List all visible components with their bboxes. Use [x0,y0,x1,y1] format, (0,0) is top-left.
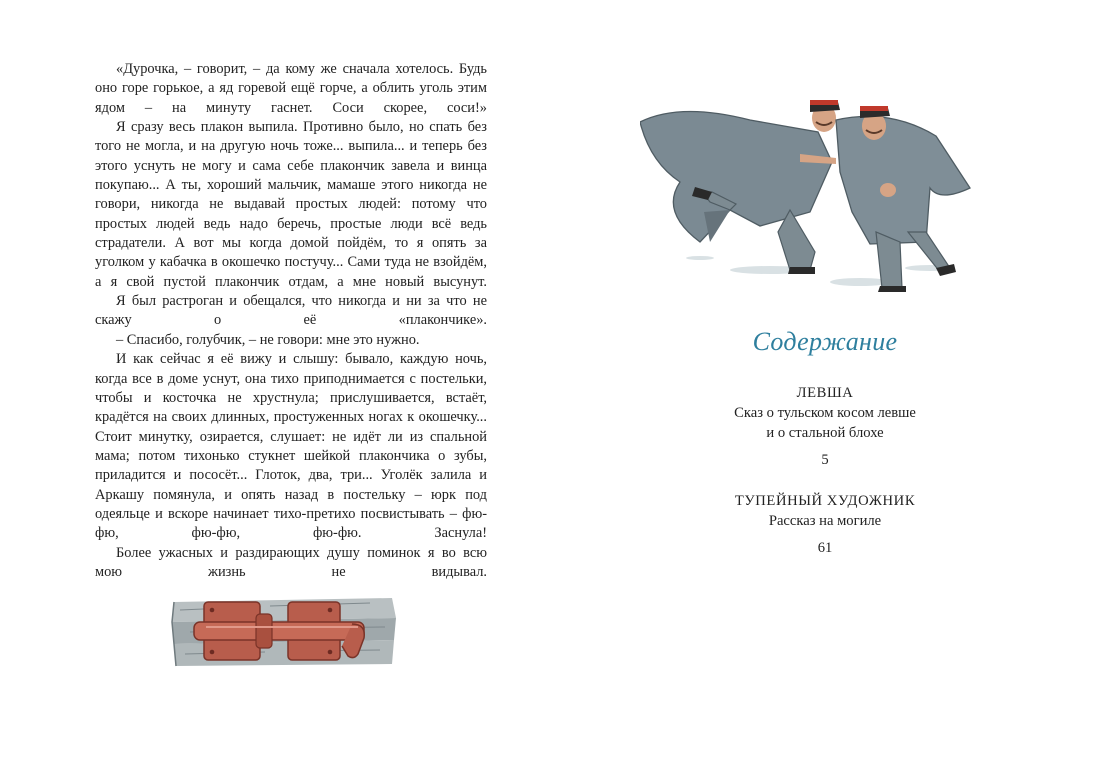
right-page [550,0,1100,783]
door-bolt-illustration [170,594,398,670]
toc-entry[interactable] [550,383,1100,470]
paragraph: Более ужасных и раздирающих душу поминок я во всю мою жизнь не видывал. [95,544,487,580]
paragraph: «Дурочка, – говорит, – да кому же сначала хотелось. Будь оно горе горькое, а яд горевой ещё горче, а облить уголь этим ядом – на минуту гаснет. Соси скорее, соси!» [95,61,487,116]
toc-entry-page: 5 [821,452,829,468]
toc-heading: Содержание [752,327,898,356]
left-soldier [640,100,840,274]
paragraph: Я был растроган и обещался, что никогда и ни за что не скажу о её «плакончике». [95,293,487,329]
paragraph: Я сразу весь плакон выпила. Противно было, но спать без того не могла, и на другую ночь тоже... выпила... и теперь без этого уснуть не могу и сама себе плакончик завела и винца покупаю... А ты, хороший мальчик, мамаше этого никогда не говори, никогда не выдавай простых людей: потому что простых людей ведь надо беречь, простые люди всё ведь страдатели. А вот мы когда домой пойдём, то я опять за уголком у кабачка в окошечко постучу... Сами туда не взойдём, а я свой пустой плакончик отдам, а мне новый высунут. [95,119,487,290]
toc-entry-page: 61 [817,540,833,556]
toc-entry-subtitle: и о стальной блохе [766,425,884,441]
story-text [95,60,487,582]
paragraph: И как сейчас я её вижу и слышу: бывало, каждую ночь, когда все в доме уснут, она тихо приподнимается с постельки, чтобы и косточка не хрустнула; прислушивается, встаёт, крадётся на своих длинных, простуженных ногах к окошечку... Стоит минутку, озирается, слушает: не идёт ли из спальной мама; потом тихонько стукнет шейкой плакончика о зубы, приладится и пососёт... Глоток, два, три... Уголёк залила и Аркашу помянула, и опять назад в постельку – юрк под одеяльце и вскоре начинает тихо-претихо посвистывать – фю-фю, фю-фю, фю-фю. Заснула! [95,351,487,542]
snow-ground [686,256,955,286]
right-soldier [836,106,970,292]
toc-entry-subtitle: Сказ о тульском косом левше [734,405,916,421]
toc-entry-subtitle: Рассказ на могиле [768,513,882,529]
toc-entry[interactable] [550,491,1100,558]
running-soldiers-illustration [640,92,972,292]
paragraph: – Спасибо, голубчик, – не говори: мне это нужно. [116,331,420,348]
toc-entry-title: ЛЕВША [796,385,854,401]
toc-entry-title: ТУПЕЙНЫЙ ХУДОЖНИК [734,493,916,509]
